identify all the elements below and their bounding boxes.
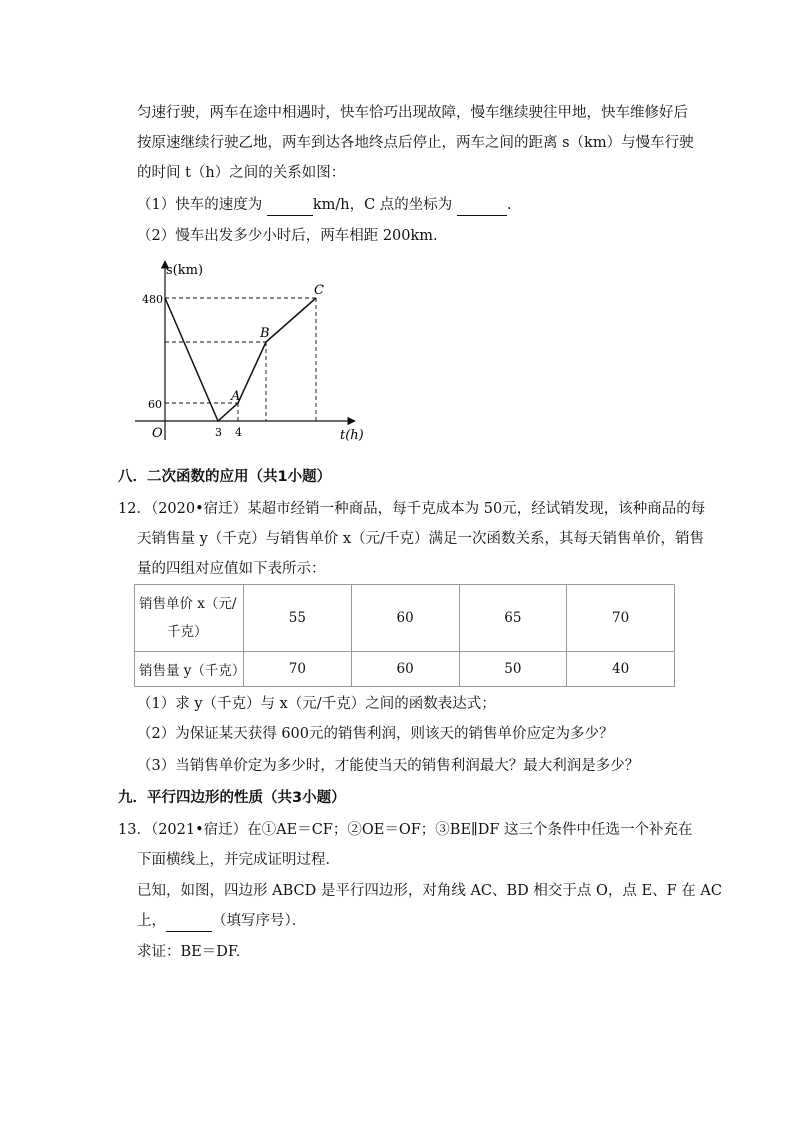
price-sales-table [134,584,675,687]
answer-blank-condition[interactable] [166,911,212,932]
question-13-line-2: 下面横线上，并完成证明过程． [137,852,340,868]
answer-blank-speed[interactable] [267,195,313,216]
question-12-sub-2: （2）为保证某天获得 600元的销售利润，则该天的销售单价应定为多少？ [137,726,614,742]
question-13-line-4 [137,911,306,932]
table-cell: 55 [244,585,352,652]
answer-blank-c-coordinate[interactable] [457,195,507,216]
question-12-line-1: 12．（2020•宿迁）某超市经销一种商品，每千克成本为 50元，经试销发现，该种商品的每 [118,501,706,517]
table-cell: 65 [459,585,567,652]
question-1 [137,195,512,216]
question-12-sub-1: （1）求 y（千克）与 x（元/千克）之间的函数表达式； [137,696,496,712]
table-cell: 60 [351,652,459,687]
question-13-line-4-b: （填写序号）． [212,913,307,929]
x-axis-label: t(h) [340,428,364,443]
problem-text-line-3: 的时间 t（h）之间的关系如图： [137,165,346,181]
question-1-text-a: （1）快车的速度为 [137,197,267,213]
x-tick-3: 3 [215,426,222,439]
question-1-text-c: . [506,197,512,213]
table-cell: 70 [244,652,352,687]
x-tick-4: 4 [235,426,242,439]
question-13-line-4-a: 上， [137,913,166,929]
section-9-heading: 九．平行四边形的性质（共3小题） [118,790,346,806]
table-row-price [135,585,675,652]
table-cell: 40 [567,652,675,687]
y-tick-480: 480 [142,293,163,306]
problem-text-line-2: 按原速继续行驶乙地，两车到达各地终点后停止，两车之间的距离 s（km）与慢车行驶 [137,135,694,151]
table-row-sales [135,652,675,687]
y-axis-label: s(km) [166,263,204,278]
y-tick-60: 60 [148,398,162,411]
question-13-line-5: 求证：BE＝DF. [137,944,241,960]
origin-label: O [152,426,163,441]
point-c-label: C [314,283,324,298]
question-12-line-2: 天销售量 y（千克）与销售单价 x（元/千克）满足一次函数关系，其每天销售单价，销售 [137,531,704,547]
question-12-sub-3: （3）当销售单价定为多少时，才能使当天的销售利润最大？最大利润是多少？ [137,758,640,774]
question-13-line-1: 13．（2021•宿迁）在①AE＝CF；②OE＝OF；③BE∥DF 这三个条件中任选一个补充在 [118,822,693,838]
question-12-line-3: 量的四组对应值如下表所示： [137,561,326,577]
table-header-price-a: 销售单价 x（元/ [139,596,237,612]
section-8-heading: 八．二次函数的应用（共1小题） [118,469,332,485]
table-cell: 50 [459,652,567,687]
question-2: （2）慢车出发多少小时后，两车相距 200km. [137,228,438,244]
table-cell: 70 [567,585,675,652]
problem-text-line-1: 匀速行驶，两车在途中相遇时，快车恰巧出现故障，慢车继续驶往甲地，快车维修好后 [137,105,688,121]
table-cell: 60 [351,585,459,652]
table-header-price-b: 千克） [167,624,208,640]
question-13-line-3: 已知，如图，四边形 ABCD 是平行四边形，对角线 AC、BD 相交于点 O，点 E、F 在 AC [137,883,722,899]
distance-time-graph [130,255,375,450]
table-header-sales: 销售量 y（千克） [135,652,244,687]
distance-curve [165,298,316,421]
point-a-label: A [231,389,241,404]
point-b-label: B [260,326,270,341]
table-header-price [135,585,244,652]
question-1-text-b: km/h，C 点的坐标为 [312,197,457,213]
